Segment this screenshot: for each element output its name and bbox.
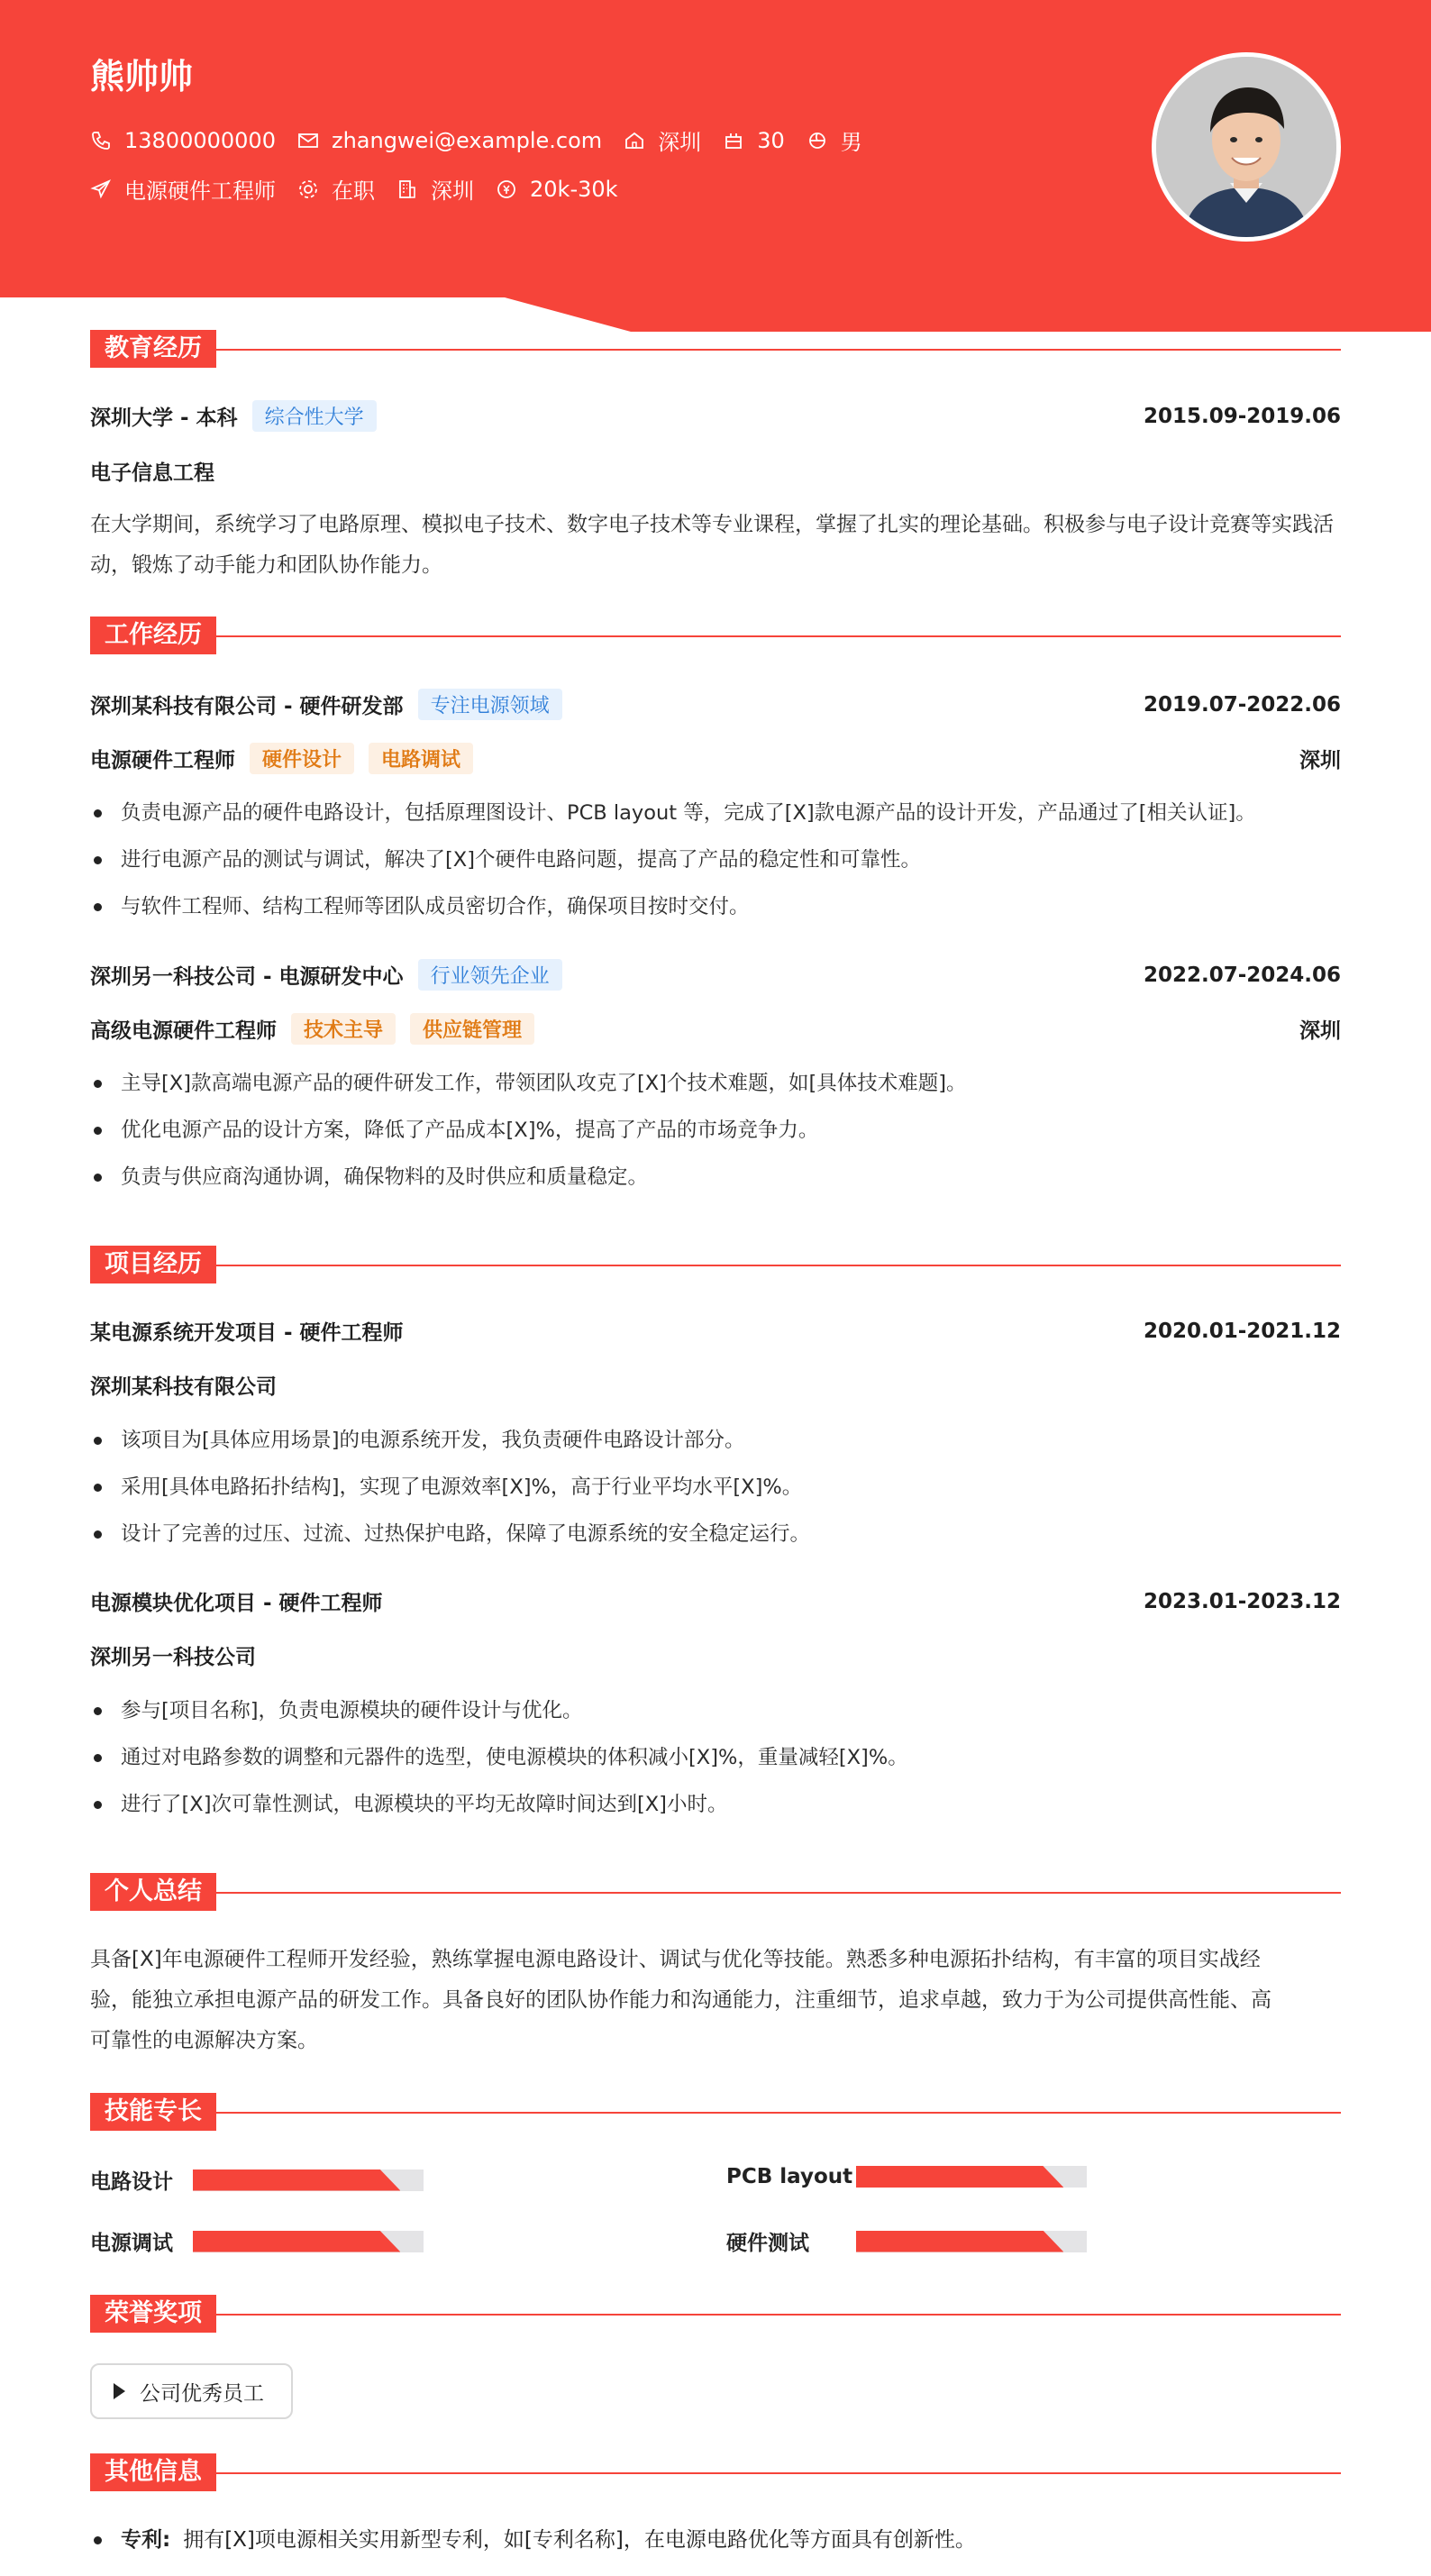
work-date: 2022.07-2024.06: [1143, 963, 1341, 987]
skill-bar-fill: [856, 2231, 1063, 2252]
list-item: 参与[项目名称]，负责电源模块的硬件设计与优化。: [90, 1687, 1343, 1734]
send-icon: [90, 178, 112, 200]
role-tag: 技术主导: [291, 1013, 396, 1045]
project-company-row: [90, 1370, 1341, 1400]
target-city-item: [396, 173, 474, 205]
salary-item: [496, 177, 618, 202]
gender-text: 男: [840, 130, 862, 155]
skill-bar: [193, 2170, 424, 2191]
section-title-projects: 项目经历: [90, 1246, 216, 1283]
candidate-name: 熊帅帅: [90, 57, 194, 96]
section-title-education: 教育经历: [90, 330, 216, 368]
list-item: 该项目为[具体应用场景]的电源系统开发，我负责硬件电路设计部分。: [90, 1417, 1343, 1464]
list-item: 优化电源产品的设计方案，降低了产品成本[X]%，提高了产品的市场竞争力。: [90, 1107, 1343, 1154]
section-education: [90, 330, 1341, 368]
section-projects: [90, 1246, 1341, 1283]
section-skills: [90, 2093, 1341, 2131]
skill-bar: [193, 2231, 424, 2252]
gender-icon: [807, 130, 828, 151]
work-city: 深圳: [1299, 749, 1341, 772]
list-item: 设计了完善的过压、过流、过热保护电路，保障了电源系统的安全稳定运行。: [90, 1511, 1343, 1557]
list-item: 进行了[X]次可靠性测试，电源模块的平均无故障时间达到[X]小时。: [90, 1781, 1343, 1828]
avatar-portrait: [1156, 57, 1336, 237]
project-date: 2023.01-2023.12: [1143, 1589, 1341, 1613]
age-item: [723, 128, 785, 153]
city-item: [624, 124, 701, 156]
resume-header: [0, 0, 1431, 332]
phone-icon: [90, 130, 112, 151]
section-divider: [216, 635, 1341, 637]
project-bullets: [90, 1687, 1343, 1828]
role-name: 高级电源硬件工程师: [90, 1019, 277, 1043]
target-city-text: 深圳: [431, 178, 474, 204]
job-target-item: [90, 173, 276, 205]
job-row: [90, 173, 640, 205]
home-icon: [624, 130, 645, 151]
email-text: zhangwei@example.com: [331, 127, 603, 153]
project-name: 电源模块优化项目 - 硬件工程师: [90, 1592, 383, 1615]
role-name: 电源硬件工程师: [90, 749, 235, 772]
other-item: [90, 2517, 976, 2563]
summary-text: [90, 1940, 1343, 2061]
section-divider: [216, 349, 1341, 351]
skill-item: [90, 2165, 173, 2195]
other-label: 专利:: [121, 2528, 171, 2552]
work-date: 2019.07-2022.06: [1143, 692, 1341, 717]
summary-line: 可靠性的电源解决方案。: [90, 2029, 318, 2052]
gear-icon: [297, 178, 319, 200]
avatar: [1152, 52, 1341, 242]
work-bullets: [90, 790, 1343, 930]
section-other: [90, 2453, 1341, 2491]
skill-bar: [856, 2231, 1087, 2252]
project-company: 深圳另一科技公司: [90, 1646, 256, 1669]
skill-bar-fill: [856, 2166, 1063, 2188]
role-tag: 电路调试: [369, 743, 473, 774]
list-item: 进行电源产品的测试与调试，解决了[X]个硬件电路问题，提高了产品的稳定性和可靠性。: [90, 836, 1343, 883]
city-text: 深圳: [658, 130, 702, 155]
mail-icon: [297, 130, 319, 151]
work-bullets: [90, 1060, 1343, 1201]
calendar-icon: [723, 130, 744, 151]
education-major-row: [90, 456, 1341, 486]
major-name: 电子信息工程: [90, 461, 214, 485]
skill-name: 电路设计: [90, 2170, 173, 2194]
role-tag: 供应链管理: [410, 1013, 534, 1045]
money-icon: [496, 178, 517, 200]
skill-item: [90, 2226, 173, 2256]
education-header: [90, 400, 1341, 432]
company-name: 深圳另一科技公司 - 电源研发中心: [90, 965, 404, 989]
skill-name: 电源调试: [90, 2232, 173, 2255]
job-target-text: 电源硬件工程师: [124, 178, 276, 204]
education-date: 2015.09-2019.06: [1143, 404, 1341, 428]
work-city: 深圳: [1299, 1019, 1341, 1043]
phone-text: 13800000000: [124, 127, 276, 153]
school-tag: 综合性大学: [252, 400, 377, 432]
section-divider: [216, 1265, 1341, 1266]
skill-bar-fill: [193, 2170, 400, 2191]
school-name: 深圳大学 - 本科: [90, 406, 238, 430]
summary-line: 具备[X]年电源硬件工程师开发经验，熟练掌握电源电路设计、调试与优化等技能。熟悉多种电源拓扑结构，有丰富的项目实战经: [90, 1948, 1261, 1971]
project-name: 某电源系统开发项目 - 硬件工程师: [90, 1321, 404, 1345]
list-item: 采用[具体电路拓扑结构]，实现了电源效率[X]%，高于行业平均水平[X]%。: [90, 1464, 1343, 1511]
section-honors: [90, 2295, 1341, 2333]
company-tag: 行业领先企业: [418, 959, 562, 991]
project-company-row: [90, 1640, 1341, 1670]
section-divider: [216, 2472, 1341, 2474]
project-bullets: [90, 1417, 1343, 1557]
skill-item: [726, 2226, 809, 2256]
section-title-summary: 个人总结: [90, 1873, 216, 1911]
section-work: [90, 617, 1341, 654]
skill-name: 硬件测试: [726, 2232, 809, 2255]
section-title-honors: 荣誉奖项: [90, 2295, 216, 2333]
status-text: 在职: [332, 178, 375, 204]
status-item: [297, 173, 375, 205]
list-item: 与软件工程师、结构工程师等团队成员密切合作，确保项目按时交付。: [90, 883, 1343, 930]
section-divider: [216, 2112, 1341, 2114]
section-divider: [216, 2314, 1341, 2316]
list-item: 主导[X]款高端电源产品的硬件研发工作，带领团队攻克了[X]个技术难题，如[具体技术难题]。: [90, 1060, 1343, 1107]
gender-item: [807, 124, 862, 156]
other-text: 拥有[X]项电源相关实用新型专利，如[专利名称]，在电源电路优化等方面具有创新性。: [183, 2528, 976, 2552]
section-title-other: 其他信息: [90, 2453, 216, 2491]
role-tag: 硬件设计: [250, 743, 354, 774]
age-text: 30: [757, 127, 785, 153]
phone-item: [90, 128, 276, 153]
skill-name: PCB layout: [726, 2165, 853, 2188]
skill-bar-fill: [193, 2231, 400, 2252]
work-header: [90, 689, 1341, 720]
play-icon: [114, 2383, 125, 2399]
award-badge: [90, 2363, 293, 2419]
award-name: 公司优秀员工: [140, 2381, 264, 2406]
project-company: 深圳某科技有限公司: [90, 1375, 277, 1399]
list-item: 负责与供应商沟通协调，确保物料的及时供应和质量稳定。: [90, 1154, 1343, 1201]
project-date: 2020.01-2021.12: [1143, 1319, 1341, 1343]
summary-line: 验，能独立承担电源产品的研发工作。具备良好的团队协作能力和沟通能力，注重细节，追求卓越，致力于为公司提供高性能、高: [90, 1988, 1271, 2012]
salary-text: 20k-30k: [530, 176, 618, 202]
work-header: [90, 959, 1341, 991]
company-name: 深圳某科技有限公司 - 硬件研发部: [90, 695, 404, 718]
section-title-skills: 技能专长: [90, 2093, 216, 2131]
section-title-work: 工作经历: [90, 617, 216, 654]
list-item: 负责电源产品的硬件电路设计，包括原理图设计、PCB layout 等，完成了[X]款电源产品的设计开发，产品通过了[相关认证]。: [90, 790, 1343, 836]
project-header: [90, 1316, 1341, 1346]
skill-item: [726, 2165, 852, 2188]
education-description: 在大学期间，系统学习了电路原理、模拟电子技术、数字电子技术等专业课程，掌握了扎实的理论基础。积极参与电子设计竞赛等实践活动，锻炼了动手能力和团队协作能力。: [90, 513, 1334, 577]
work-role-row: [90, 1013, 1341, 1045]
project-header: [90, 1586, 1341, 1616]
section-summary: [90, 1873, 1341, 1911]
list-item: 通过对电路参数的调整和元器件的选型，使电源模块的体积减小[X]%，重量减轻[X]%。: [90, 1734, 1343, 1781]
work-role-row: [90, 743, 1341, 774]
email-item: [297, 128, 602, 153]
contact-row: [90, 124, 884, 156]
section-divider: [216, 1892, 1341, 1894]
building-icon: [396, 178, 418, 200]
skill-bar: [856, 2166, 1087, 2188]
company-tag: 专注电源领域: [418, 689, 562, 720]
